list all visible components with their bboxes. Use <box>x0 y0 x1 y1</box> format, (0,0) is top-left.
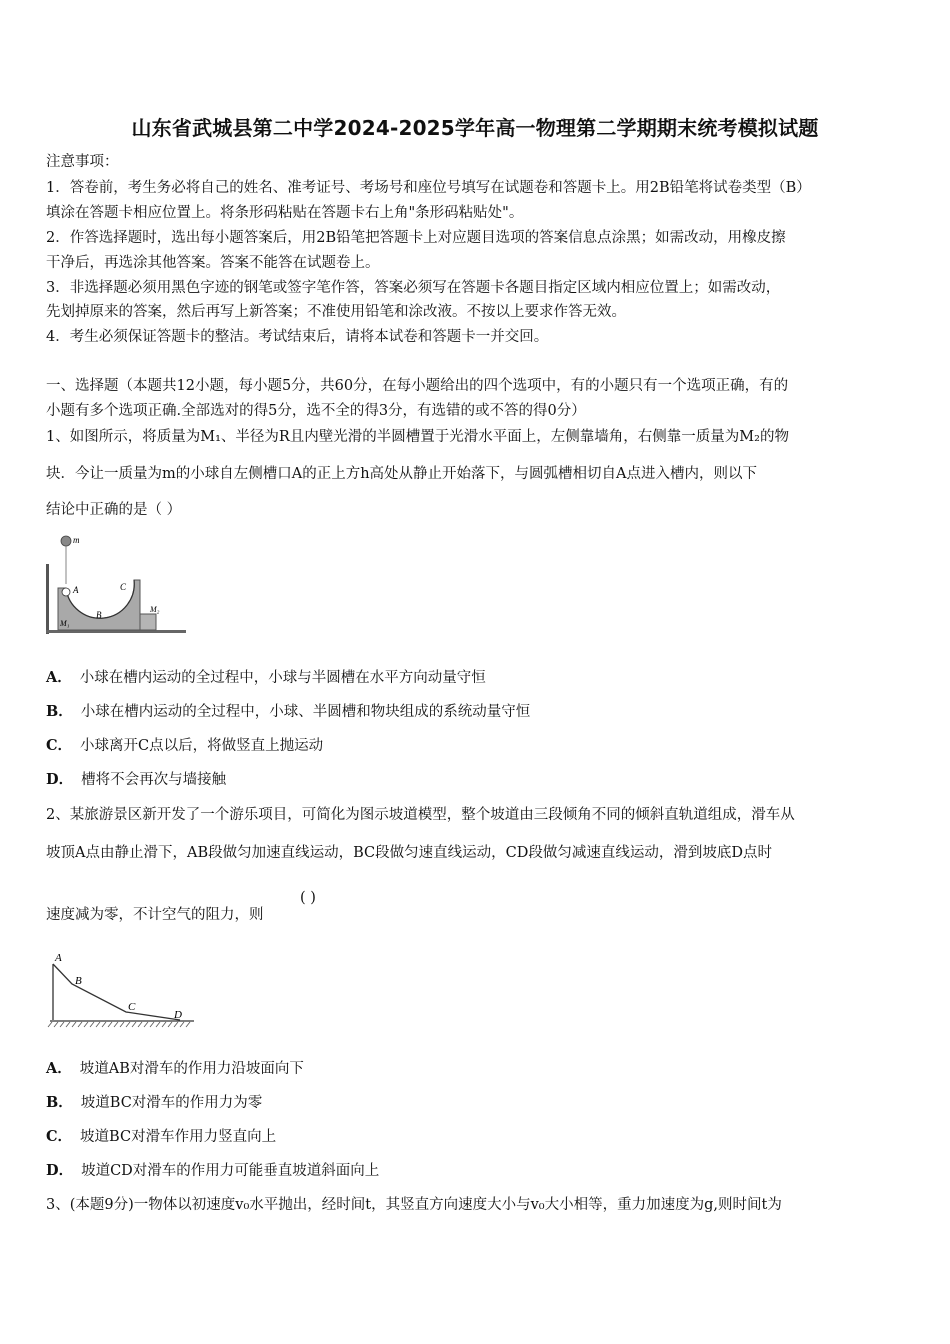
notice-line: 3．非选择题必须用黑色字迹的钢笔或签字笔作答，答案必须写在答题卡各题目指定区域内相应位置上；如需改动， <box>46 280 781 296</box>
q1-option-a <box>46 668 486 688</box>
label-B: B <box>96 610 102 620</box>
question-2-figure <box>44 950 204 1032</box>
option-text: 坡道CD对滑车的作用力可能垂直坡道斜面向上 <box>81 1163 380 1179</box>
label-M2: M₂ <box>150 605 160 614</box>
q1-option-c <box>46 736 323 756</box>
label-m: m <box>73 535 80 545</box>
option-letter: A． <box>46 669 72 686</box>
option-letter: C． <box>46 1128 73 1145</box>
option-letter: D． <box>46 1162 74 1179</box>
notice-line: 4．考生必须保证答题卡的整洁。考试结束后，请将本试卷和答题卡一并交回。 <box>46 329 549 345</box>
label-A: A <box>55 952 62 964</box>
label-A: A <box>73 585 79 595</box>
q1-option-d <box>46 770 226 790</box>
notice-heading: 注意事项： <box>46 154 119 170</box>
option-text: 坡道BC对滑车的作用力为零 <box>80 1095 263 1111</box>
option-letter: C． <box>46 737 73 754</box>
q2-option-c <box>46 1127 276 1147</box>
notice-line: 1．答卷前，考生务必将自己的姓名、准考证号、考场号和座位号填写在试题卷和答题卡上。用2B铅笔将试卷类型（B） <box>46 180 811 196</box>
question-1-figure <box>40 530 190 640</box>
label-C: C <box>128 1001 136 1013</box>
notice-line: 2．作答选择题时，选出每小题答案后，用2B铅笔把答题卡上对应题目选项的答案信息点涂黑；如需改动，用橡皮擦 <box>46 230 786 246</box>
q2-option-d <box>46 1161 379 1181</box>
question-1-text: 块．今让一质量为m的小球自左侧槽口A的正上方h高处从静止开始落下，与圆弧槽相切自A点进入槽内，则以下 <box>46 466 758 482</box>
option-letter: D． <box>46 771 74 788</box>
answer-paren: ( ) <box>300 890 316 906</box>
notice-line: 干净后，再选涂其他答案。答案不能答在试题卷上。 <box>46 255 380 271</box>
q1-option-b <box>46 702 530 722</box>
question-2-text: 2、某旅游景区新开发了一个游乐项目，可简化为图示坡道模型，整个坡道由三段倾角不同的倾斜直轨道组成，滑车从 <box>46 807 795 823</box>
question-2-text: 坡顶A点由静止滑下，AB段做匀加速直线运动，BC段做匀速直线运动，CD段做匀减速直线运动，滑到坡底D点时 <box>46 845 772 861</box>
option-letter: B． <box>46 1094 73 1111</box>
option-text: 小球在槽内运动的全过程中，小球、半圆槽和物块组成的系统动量守恒 <box>80 704 531 720</box>
label-D: D <box>174 1009 182 1021</box>
option-letter: B． <box>46 703 73 720</box>
label-C: C <box>120 582 127 592</box>
question-1-text: 1、如图所示，将质量为M₁、半径为R且内壁光滑的半圆槽置于光滑水平面上，左侧靠墙角，右侧靠一质量为M₂的物 <box>46 429 789 445</box>
section-heading: 小题有多个选项正确.全部选对的得5分，选不全的得3分，有选错的或不答的得0分） <box>46 403 586 419</box>
option-text: 坡道AB对滑车的作用力沿坡面向下 <box>79 1061 304 1077</box>
label-M1: M₁ <box>60 619 70 628</box>
q2-option-a <box>46 1059 304 1079</box>
option-text: 小球离开C点以后，将做竖直上抛运动 <box>80 738 324 754</box>
question-3-text: 3、(本题9分)一物体以初速度v₀水平抛出，经时间t，其竖直方向速度大小与v₀大小相等，重力加速度为g,则时间t为 <box>46 1197 782 1213</box>
ball <box>61 536 71 546</box>
question-2-text: 速度减为零，不计空气的阻力，则 <box>46 907 264 923</box>
exam-title: 山东省武城县第二中学2024-2025学年高一物理第二学期期末统考模拟试题 <box>131 116 819 140</box>
label-B: B <box>75 975 82 987</box>
notice-line: 先划掉原来的答案，然后再写上新答案；不准使用铅笔和涂改液。不按以上要求作答无效。 <box>46 304 626 320</box>
option-text: 槽将不会再次与墙接触 <box>81 772 227 788</box>
option-letter: A． <box>46 1060 72 1077</box>
section-heading: 一、选择题（本题共12小题，每小题5分，共60分，在每小题给出的四个选项中，有的小题只有一个选项正确，有的 <box>46 378 789 394</box>
option-text: 坡道BC对滑车作用力竖直向上 <box>80 1129 277 1145</box>
q2-option-b <box>46 1093 262 1113</box>
question-1-text: 结论中正确的是（ ） <box>46 502 182 518</box>
option-text: 小球在槽内运动的全过程中，小球与半圆槽在水平方向动量守恒 <box>79 670 486 686</box>
notice-line: 填涂在答题卡相应位置上。将条形码粘贴在答题卡右上角"条形码粘贴处"。 <box>46 205 524 221</box>
